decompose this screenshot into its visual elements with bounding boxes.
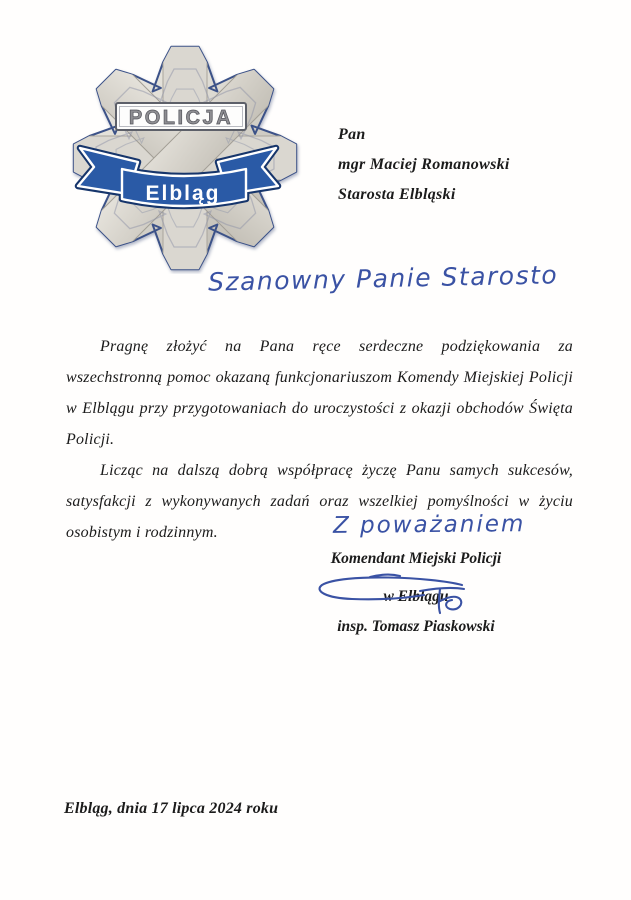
badge-policja-label: POLICJA (128, 107, 234, 129)
body-paragraph-1: Pragnę złożyć na Pana ręce serdeczne podziękowania za wszechstronną pomoc okazaną funkcjonariuszom Komendy Miejskiej Policji w Elblągu przy przygotowaniach do uroczystości z okazji obchodów Święta Policji. (66, 338, 573, 448)
handwritten-greeting: Szanowny Panie Starosto (207, 260, 559, 297)
signer-title-line1: Komendant Miejski Policji (330, 550, 502, 567)
body-paragraph-2: Licząc na dalszą dobrą współpracę życzę Panu samych sukcesów, satysfakcji z wykonywanych zadań oraz wszelkiej pomyślności w życiu osobistym i rodzinnym. (66, 462, 573, 541)
police-badge (64, 42, 306, 274)
badge-policja-plate (116, 103, 246, 130)
badge-city-label: Elbląg (145, 182, 221, 205)
signer-name: insp. Tomasz Piaskowski (337, 618, 495, 635)
recipient-name: mgr Maciej Romanowski (338, 156, 510, 173)
signer-title-line2: w Elblągu (383, 588, 449, 605)
police-star-icon (64, 42, 306, 274)
date-line: Elbląg, dnia 17 lipca 2024 roku (64, 800, 279, 817)
handwritten-valediction: Z poważaniem (332, 511, 526, 539)
signature-block (300, 549, 532, 636)
recipient-salutation: Pan (338, 126, 366, 143)
recipient-block (338, 120, 510, 210)
recipient-title: Starosta Elbląski (338, 186, 456, 203)
